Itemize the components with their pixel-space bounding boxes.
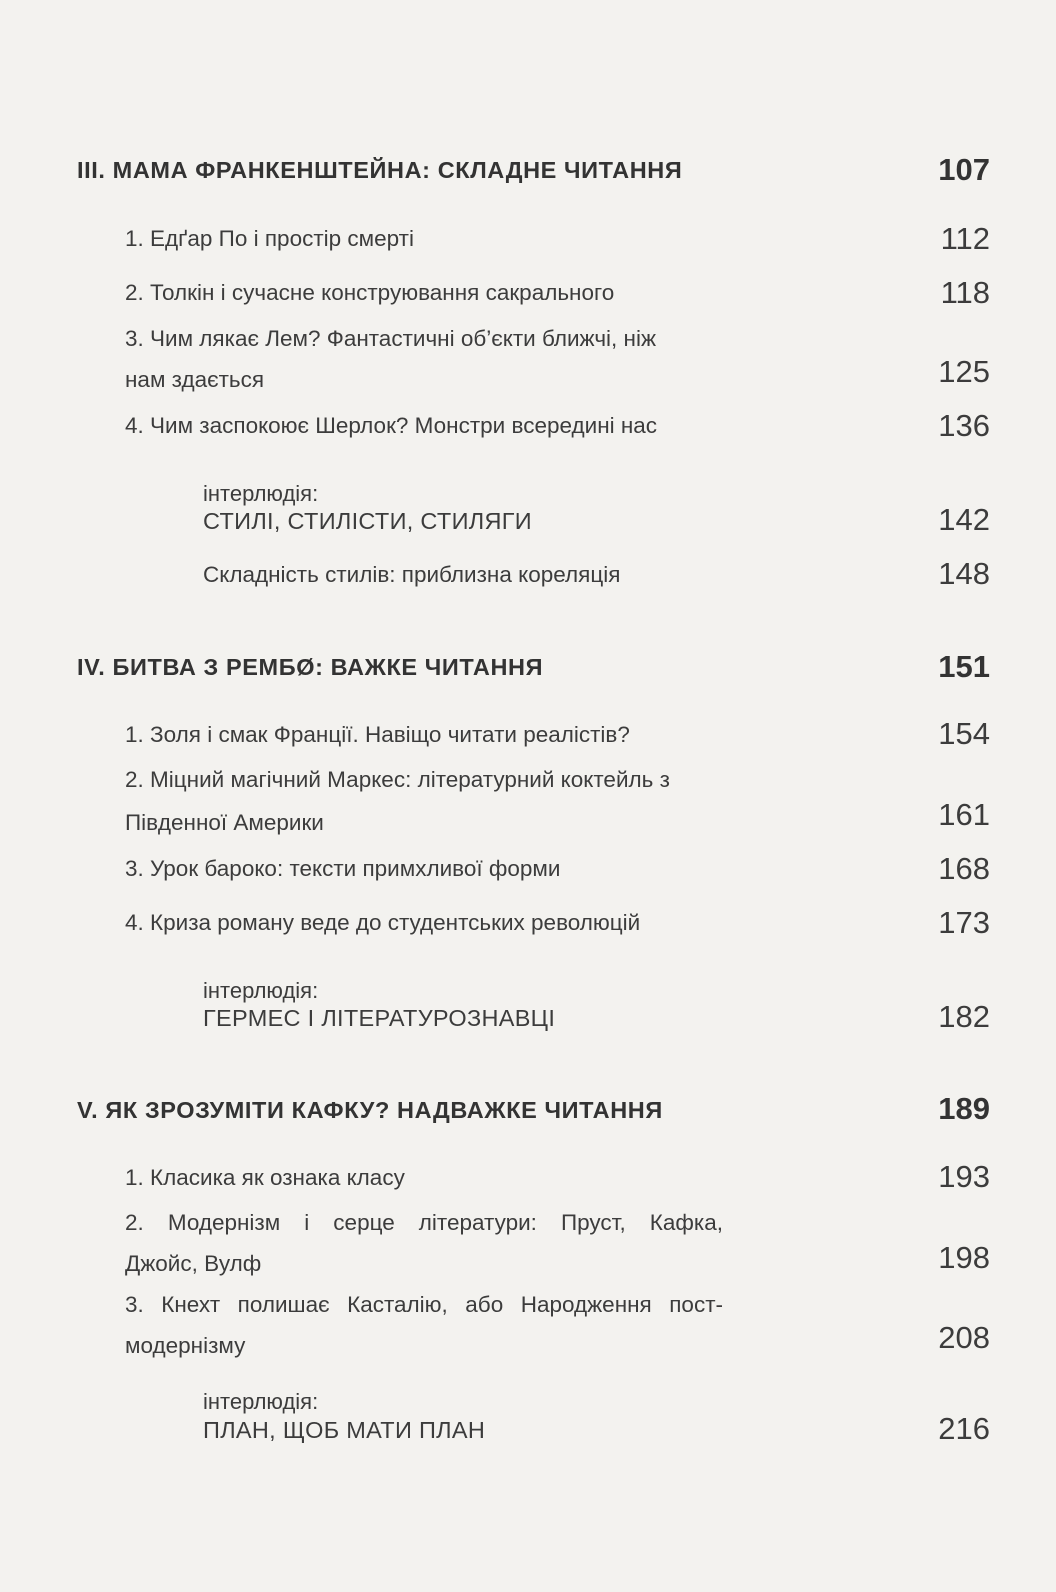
- toc-item-continuation: Південної Америки: [125, 810, 324, 835]
- interlude-subitem-page: 148: [938, 556, 990, 591]
- toc-item: 2. Міцний магічний Маркес: літературний коктейль з: [125, 767, 670, 792]
- toc-item: 4. Криза роману веде до студентських революцій: [125, 910, 641, 935]
- toc-item: 1. Золя і смак Франції. Навіщо читати реалістів?: [125, 722, 630, 747]
- toc-item-page: 168: [938, 851, 990, 886]
- chapter-page-number: 151: [938, 649, 990, 684]
- interlude-page: 216: [938, 1411, 990, 1446]
- interlude-title: ГЕРМЕС І ЛІТЕРАТУРОЗНАВЦІ: [203, 1005, 556, 1031]
- interlude-title: ПЛАН, ЩОБ МАТИ ПЛАН: [203, 1417, 486, 1443]
- toc-item: 3. Урок бароко: тексти примхливої форми: [125, 856, 561, 881]
- toc-item-page: 173: [938, 905, 990, 940]
- interlude-page: 182: [938, 999, 990, 1034]
- toc-item: 2. Модернізм і серце літератури: Пруст, Кафка,: [125, 1210, 723, 1235]
- chapter-title: IV. БИТВА З РЕМБØ: ВАЖКЕ ЧИТАННЯ: [77, 654, 544, 680]
- toc-item-page: 136: [938, 408, 990, 443]
- toc-item-continuation: нам здається: [125, 367, 265, 392]
- toc-item-page: 161: [938, 797, 990, 832]
- toc-item-page: 112: [940, 221, 990, 256]
- chapter-page-number: 189: [938, 1091, 990, 1126]
- toc-item: 4. Чим заспокоює Шерлок? Монстри всередині нас: [125, 413, 658, 438]
- toc-item-page: 193: [938, 1159, 990, 1194]
- toc-item-page: 125: [938, 354, 990, 389]
- toc-item-page: 208: [938, 1320, 990, 1355]
- toc-item: 1. Класика як ознака класу: [125, 1165, 405, 1190]
- toc-item-page: 198: [938, 1240, 990, 1275]
- toc-item-continuation: Джойс, Вулф: [125, 1251, 262, 1276]
- chapter-title: V. ЯК ЗРОЗУМІТИ КАФКУ? НАДВАЖКЕ ЧИТАННЯ: [77, 1097, 663, 1123]
- toc-item: 2. Толкін і сучасне конструювання сакрального: [125, 280, 615, 305]
- toc-item: 3. Чим лякає Лем? Фантастичні об’єкти ближчі, ніж: [125, 326, 657, 351]
- interlude-label: інтерлюдія:: [203, 1389, 319, 1414]
- toc-item-page: 154: [938, 716, 990, 751]
- interlude-label: інтерлюдія:: [203, 978, 319, 1003]
- toc-item-continuation: модернізму: [125, 1333, 246, 1358]
- toc-item: 1. Едґар По і простір смерті: [125, 226, 414, 251]
- toc-item-page: 118: [940, 275, 990, 310]
- interlude-subitem: Складність стилів: приблизна кореляція: [203, 562, 621, 587]
- toc-item: 3. Кнехт полишає Касталію, або Народження пост-: [125, 1292, 723, 1317]
- interlude-page: 142: [938, 502, 990, 537]
- interlude-label: інтерлюдія:: [203, 481, 319, 506]
- chapter-page-number: 107: [938, 152, 990, 187]
- interlude-title: СТИЛІ, СТИЛІСТИ, СТИЛЯГИ: [203, 508, 532, 534]
- chapter-title: III. МАМА ФРАНКЕНШТЕЙНА: СКЛАДНЕ ЧИТАННЯ: [77, 157, 683, 183]
